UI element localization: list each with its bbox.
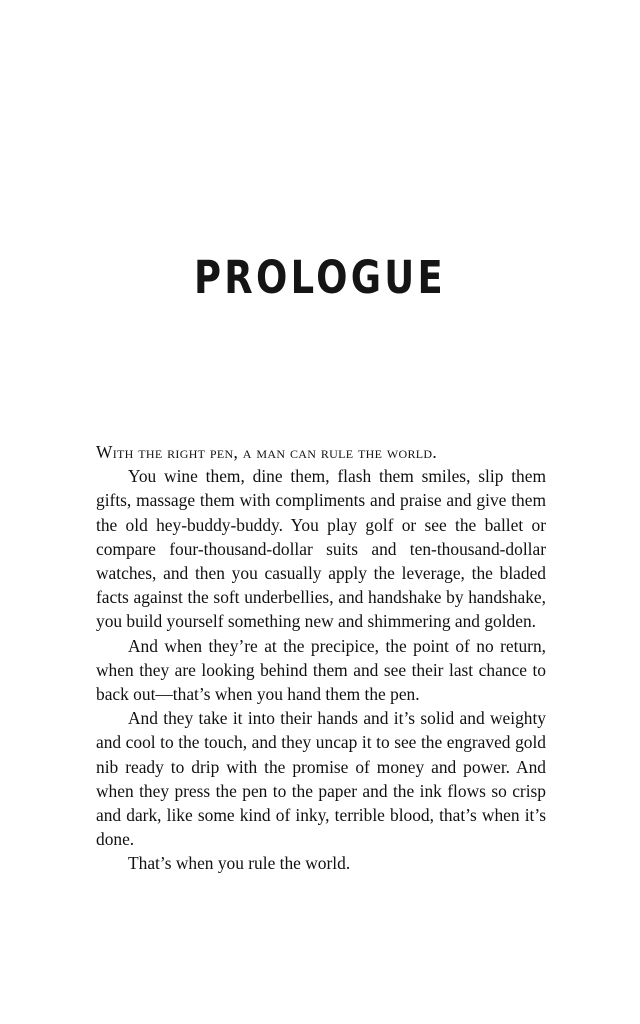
paragraph-2: And when they’re at the precipice, the point of no return, when they are looking behind them and see their last chance to back out—that’s when you hand them the pen. <box>96 635 546 705</box>
prologue-text <box>96 440 546 876</box>
paragraph-3: And they take it into their hands and it’s solid and weighty and cool to the touch, and they uncap it to see the engraved gold nib ready to drip with the promise of money and power. And when they press the pen to the paper and the ink flows so crisp and dark, like some kind of inky, terrible blood, that’s when it’s done. <box>96 708 546 850</box>
paragraph-1: You wine them, dine them, flash them smiles, slip them gifts, massage them with compliments and praise and give them the old hey-buddy-buddy. You play golf or see the ballet or compare four-thousand-dollar suits and ten-thousand-dollar watches, and then you casually apply the leverage, the bladed facts against the soft underbellies, and handshake by handshake, you build yourself something new and shimmering and golden. <box>96 466 546 632</box>
opening-small-caps: With the right pen, a man can rule the world. <box>96 442 438 462</box>
opening-line <box>96 440 546 464</box>
paragraph-4: That’s when you rule the world. <box>128 853 351 874</box>
chapter-title: PROLOGUE <box>193 251 447 304</box>
